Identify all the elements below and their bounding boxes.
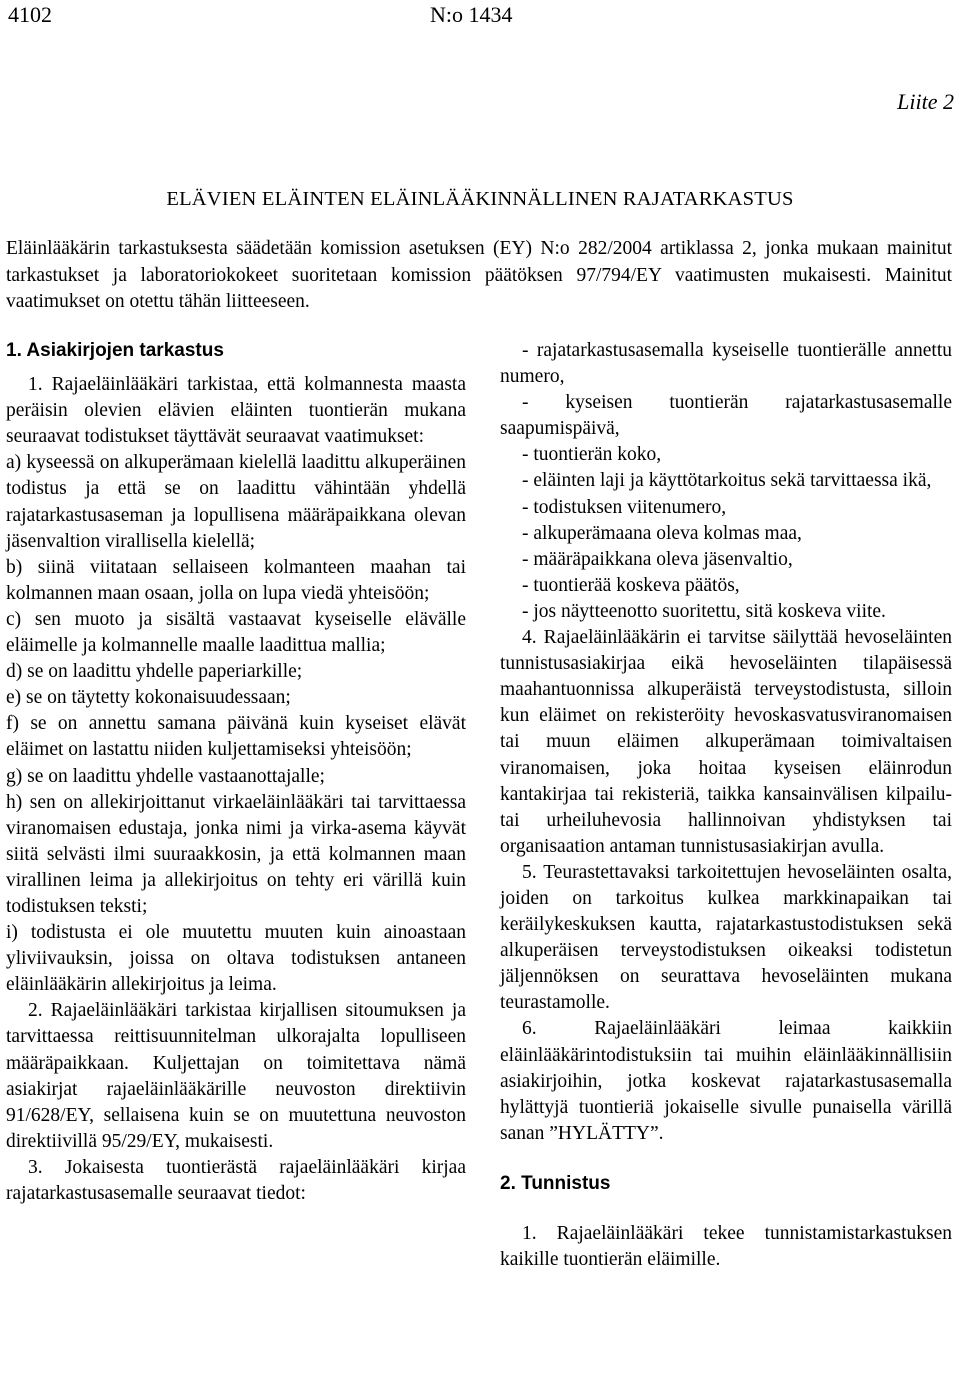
right-column [500,338,952,1273]
list-item-h: h) sen on allekirjoittanut virkaeläinlääkäri tai tarvittaessa viranomaisen edustaja, jonka nimi ja virka-asema käyvät siitä selvästi ilmi suuraakkosin, ja että kolmannen maan virallinen leima ja allekirjoitus on tehty eri värillä kuin todistuksen teksti; [6,791,466,917]
paragraph-5: 5. Teurastettavaksi tarkoitettujen hevoseläinten osalta, joiden on tarkoitus kulkea markkinapaikan tai keräilykeskuksen kautta, rajatarkastustodistuksen sekä alkuperäisen terveystodistuksen oikeaksi todistetun jäljennöksen on seurattava hevoseläinten mukana teurastamolle. [500,861,952,1014]
document-title: ELÄVIEN ELÄINTEN ELÄINLÄÄKINNÄLLINEN RAJATARKASTUS [166,188,794,210]
section-1-heading: 1. Asiakirjojen tarkastus [6,340,224,361]
intro-section [6,236,952,316]
issue-number: N:o 1434 [430,2,513,27]
list-item-a: a) kyseessä on alkuperämaan kielellä laadittu alkuperäinen todistus ja että se on laadittu vähintään yhdellä rajatarkastusaseman ja lopullisena määräpaikkana olevan jäsenvaltion virallisella kielellä; [6,452,466,552]
record-item-5: - todistuksen viitenumero, [522,496,727,518]
record-item-6: - alkuperämaana oleva kolmas maa, [522,522,802,544]
paragraph-2: 2. Rajaeläinlääkäri tarkistaa kirjallisen sitoumuksen ja tarvittaessa reittisuunnitelman ulkorajalta lopulliseen määräpaikkaan. Kuljettajan on toimitettava nämä asiakirjat rajaeläinlääkärille neuvoston direktiivin 91/628/EY, sellaisena kuin se on muutettuna neuvoston direktiivillä 95/29/EY, mukaisesti. [6,1000,466,1152]
list-item-f: f) se on annettu samana päivänä kuin kyseiset elävät eläimet on lastattu niiden kuljettamiseksi yhteisöön; [6,713,466,761]
record-item-3: - tuontierän koko, [522,444,662,466]
list-item-e: e) se on täytetty kokonaisuudessaan; [6,687,291,709]
section-2-heading: 2. Tunnistus [500,1172,611,1194]
record-item-9: - jos näytteenotto suoritettu, sitä koskeva viite. [522,600,886,622]
paragraph-3: 3. Jokaisesta tuontierästä rajaeläinlääkäri kirjaa rajatarkastusasemalle seuraavat tiedot: [6,1156,466,1204]
record-item-8: - tuontierää koskeva päätös, [522,574,740,596]
record-item-4: - eläinten laji ja käyttötarkoitus sekä tarvittaessa ikä, [522,470,932,492]
list-item-d: d) se on laadittu yhdelle paperiarkille; [6,661,303,683]
list-item-g: g) se on laadittu yhdelle vastaanottajalle; [6,765,325,787]
page-number: 4102 [8,2,52,27]
left-column [6,338,466,1207]
appendix-label: Liite 2 [897,89,954,114]
list-item-c: c) sen muoto ja sisältä vastaavat kyseiselle elävälle eläimelle ja kolmannelle maalle laadittua mallia; [6,608,466,657]
paragraph-4: 4. Rajaeläinlääkärin ei tarvitse säilyttää hevoseläinten tunnistusasiakirjaa eikä hevoseläinten tilapäisessä maahantuonnissa alkuperäistä terveystodistusta, silloin kun eläimet on rekisteröity hevoskasvatusviranomaisen tai muun eläimen alkuperämaan toimivaltaisen viranomaisen, joka hoitaa kyseisen eläinrodun kantakirjaa tai rekisteriä, taikka kansainvälisen kilpailu- tai urheiluhevosia hallinnoivan yhdistyksen tai organisaation antaman tunnistusasiakirjan avulla. [500,627,952,857]
record-item-1: - rajatarkastusasemalla kyseiselle tuontierälle annettu numero, [500,340,952,388]
list-item-b: b) siinä viitataan sellaiseen kolmanteen maahan tai kolmannen maan osaan, jolla on lupa viedä yhteisöön; [6,556,466,604]
intro-paragraph: Eläinlääkärin tarkastuksesta säädetään komission asetuksen (EY) N:o 282/2004 artiklassa 2, jonka mukaan mainitut tarkastukset ja laboratoriokokeet suoritetaan komission päätöksen 97/794/EY vaatimusten mukaisesti. Mainitut vaatimukset on otettu tähän liitteeseen. [6,238,952,312]
paragraph-6: 6. Rajaeläinlääkäri leimaa kaikkiin eläinlääkärintodistuksiin tai muihin eläinlääkinnällisiin asiakirjoihin, jotka koskevat rajatarkastusasemalla hylättyjä tuontieriä jokaiselle sivulle punaisella värillä sanan ”HYLÄTTY”. [500,1018,952,1144]
paragraph-1: 1. Rajaeläinlääkäri tarkistaa, että kolmannesta maasta peräisin olevien elävien eläinten tuontierän mukana seuraavat todistukset täyttävät seuraavat vaatimukset: [6,374,466,448]
section-2-paragraph-1: 1. Rajaeläinlääkäri tekee tunnistamistarkastuksen kaikille tuontierän eläimille. [500,1223,952,1271]
list-item-i: i) todistusta ei ole muutettu muuten kuin ainoastaan yliviivauksin, joissa on oltava todistuksen antaneen eläinlääkärin allekirjoitus ja leima. [6,922,466,996]
record-item-7: - määräpaikkana oleva jäsenvaltio, [522,548,793,570]
record-item-2: - kyseisen tuontierän rajatarkastusasemalle saapumispäivä, [500,392,952,440]
